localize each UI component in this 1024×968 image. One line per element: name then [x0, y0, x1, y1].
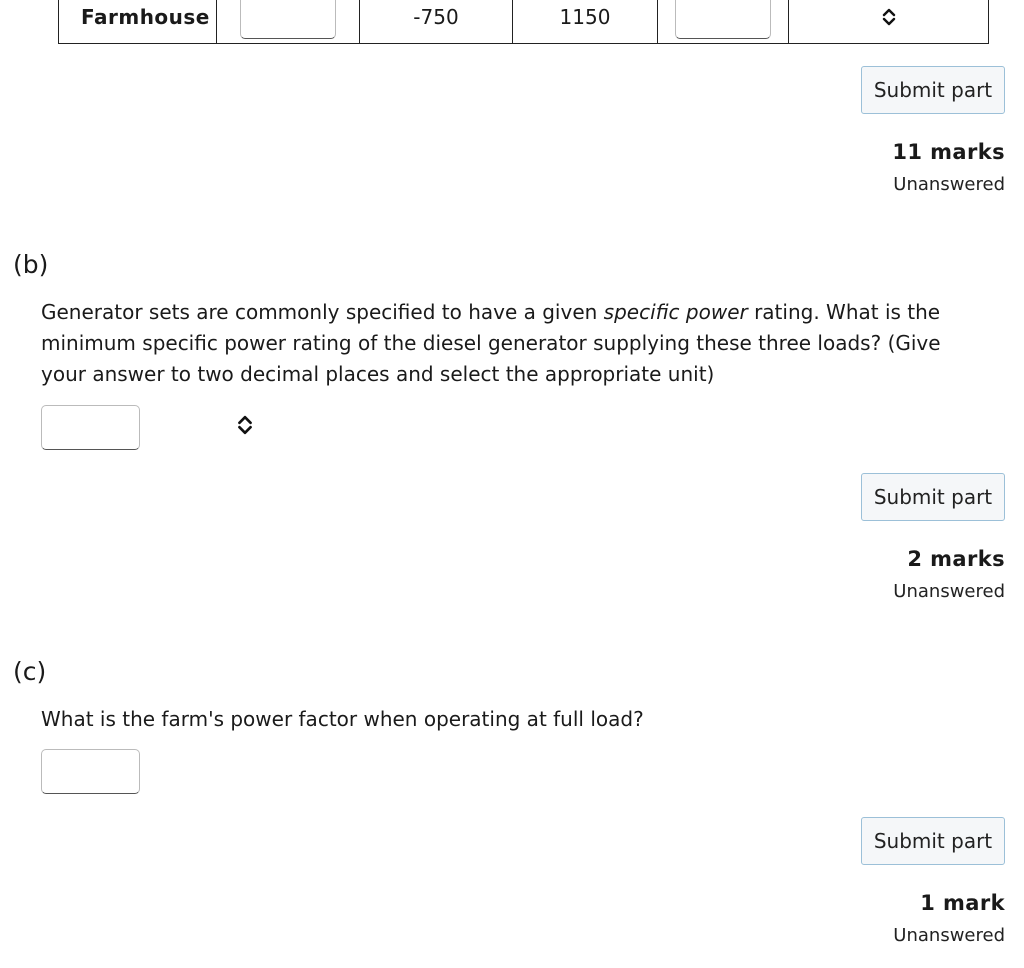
- cell-value-2: 1150: [513, 0, 658, 44]
- part-b-status: Unanswered: [893, 581, 1005, 602]
- part-b-answer-input[interactable]: [41, 405, 140, 450]
- submit-part-a-button[interactable]: Submit part: [861, 66, 1005, 114]
- part-b-prompt: [41, 297, 991, 390]
- part-a-marks: 11 marks: [892, 140, 1005, 164]
- cell-input-2-container: [658, 0, 789, 44]
- part-b-marks: 2 marks: [907, 547, 1005, 571]
- part-c-answer-input[interactable]: [41, 749, 140, 794]
- part-b-prompt-pre: Generator sets are commonly specified to have a given: [41, 300, 604, 324]
- row-label: Farmhouse: [59, 0, 217, 44]
- table-row-farmhouse: [59, 0, 989, 44]
- part-b-prompt-post: rating. What is the minimum specific power rating of the diesel generator supplying these three loads? (Give your answer to two decimal places and select the appropriate unit): [41, 300, 941, 386]
- submit-part-b-button[interactable]: Submit part: [861, 473, 1005, 521]
- chevron-up-down-icon: [236, 415, 254, 435]
- part-b-label: (b): [13, 250, 49, 279]
- farmhouse-input-2[interactable]: [675, 0, 771, 39]
- part-c-label: (c): [13, 657, 47, 686]
- part-a-status: Unanswered: [893, 174, 1005, 195]
- chevron-up-down-icon: [881, 8, 897, 26]
- cell-input-1-container: [217, 0, 360, 44]
- part-c-prompt: What is the farm's power factor when operating at full load?: [41, 707, 644, 731]
- loads-table: [58, 0, 989, 44]
- part-c-marks: 1 mark: [920, 891, 1005, 915]
- power-table: [58, 0, 988, 44]
- farmhouse-input-1[interactable]: [240, 0, 336, 39]
- submit-part-c-button[interactable]: Submit part: [861, 817, 1005, 865]
- part-c-status: Unanswered: [893, 925, 1005, 946]
- farmhouse-unit-select[interactable]: [789, 0, 989, 44]
- cell-value-1: -750: [360, 0, 513, 44]
- part-b-unit-select[interactable]: [236, 415, 256, 437]
- part-b-prompt-em: specific power: [603, 300, 748, 324]
